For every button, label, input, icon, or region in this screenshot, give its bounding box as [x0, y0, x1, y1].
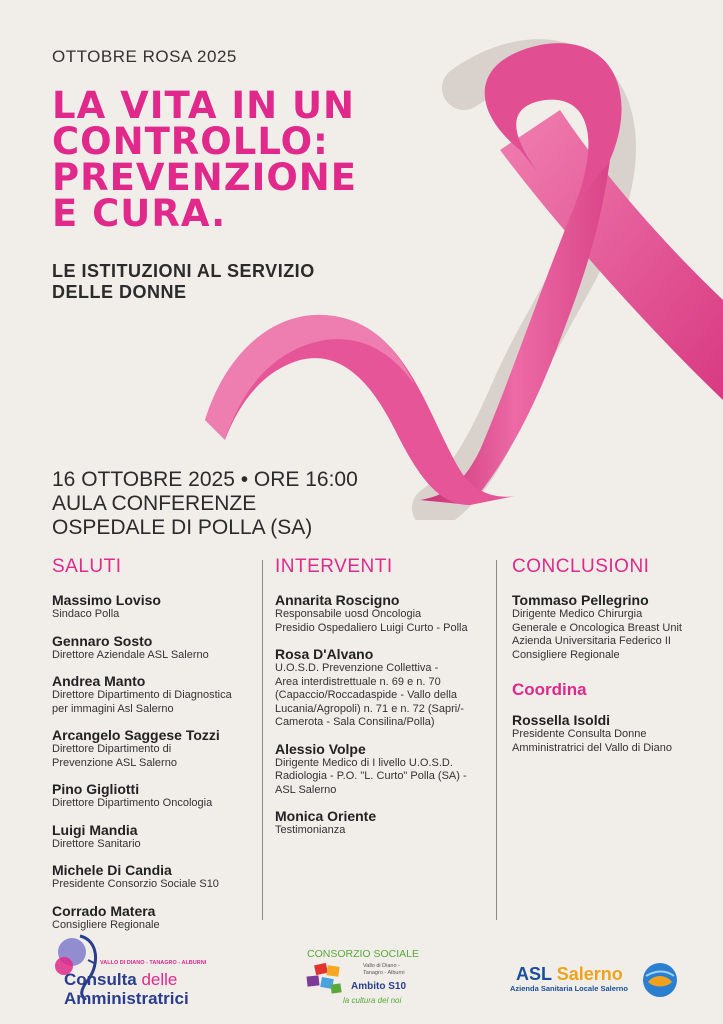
role-line: Presidente Consorzio Sociale S10 — [52, 878, 219, 890]
speaker-name: Tommaso Pellegrino — [512, 592, 649, 608]
role-line: U.O.S.D. Prevenzione Collettiva - — [275, 662, 439, 674]
interventi-column — [275, 556, 490, 849]
consorzio-area — [363, 963, 405, 977]
globe-icon — [642, 962, 678, 998]
consorzio-motto: la cultura del noi — [343, 996, 402, 1005]
speaker-name: Andrea Manto — [52, 673, 146, 689]
column-divider — [262, 560, 263, 920]
speaker-role — [512, 608, 717, 662]
speaker-role — [52, 689, 257, 716]
role-line: Direttore Dipartimento di Diagnostica — [52, 689, 232, 701]
speaker — [52, 673, 257, 716]
role-line: Camerota - Sala Consilina/Polla) — [275, 716, 435, 728]
speaker — [52, 822, 257, 852]
role-line: Presidio Ospedaliero Luigi Curto - Polla — [275, 621, 468, 634]
consulta-tagline: VALLO DI DIANO - TANAGRO - ALBURNI — [100, 960, 207, 966]
consulta-logo — [50, 930, 250, 1010]
asl-subtitle: Azienda Sanitaria Locale Salerno — [510, 984, 628, 993]
moderator — [512, 712, 717, 755]
role-line: Area interdistrettuale n. 69 e n. 70 — [275, 675, 441, 688]
asl-logo — [508, 958, 688, 1003]
speaker — [512, 592, 717, 662]
conclusioni-heading: CONCLUSIONI — [512, 556, 650, 577]
speaker-name: Monica Oriente — [275, 808, 377, 824]
consulta-word: Amministratrici — [64, 989, 189, 1008]
event-location: OSPEDALE DI POLLA (SA) — [52, 516, 313, 539]
role-line: Consigliere Regionale — [52, 918, 160, 931]
consulta-word: delle — [141, 970, 178, 989]
subtitle-line: LE ISTITUZIONI AL SERVIZIO — [52, 261, 315, 281]
role-line: Amministratrici del Vallo di Diano — [512, 741, 672, 754]
role-line: Consigliere Regionale — [512, 648, 620, 661]
role-line: Testimonianza — [275, 824, 346, 836]
conclusioni-column — [512, 556, 717, 766]
speaker — [275, 808, 490, 838]
asl-word: ASL — [516, 964, 552, 984]
speaker-role — [52, 649, 257, 663]
speaker-role — [52, 797, 257, 811]
role-line: Direttore Aziendale ASL Salerno — [52, 648, 209, 661]
speaker-name: Corrado Matera — [52, 902, 156, 919]
speaker-name: Pino Gigliotti — [52, 781, 140, 797]
asl-word: Salerno — [556, 964, 623, 984]
role-line: Generale e Oncologica Breast Unit — [512, 621, 682, 634]
speaker-name: Michele Di Candia — [52, 862, 172, 878]
speaker — [52, 592, 257, 622]
role-line: Direttore Dipartimento Oncologia — [52, 797, 213, 809]
saluti-column — [52, 556, 257, 943]
speaker-role — [275, 824, 490, 838]
speaker-name: Rosa D'Alvano — [275, 646, 374, 662]
moderator-name: Rossella Isoldi — [512, 712, 611, 728]
column-divider — [496, 560, 497, 920]
event-datetime: 16 OTTOBRE 2025 • ORE 16:00 — [52, 468, 358, 491]
speaker-role — [52, 878, 257, 892]
speaker-name: Massimo Loviso — [52, 592, 161, 608]
title-line: PREVENZIONE — [52, 156, 358, 199]
consorzio-logo — [305, 948, 425, 1008]
interventi-heading: INTERVENTI — [275, 556, 393, 577]
speaker — [52, 781, 257, 811]
speaker — [275, 646, 490, 730]
role-line: Prevenzione ASL Salerno — [52, 756, 177, 769]
consorzio-area-line: Tanagro - Alburni — [363, 970, 405, 976]
speaker — [52, 727, 257, 770]
role-line: Dirigente Medico Chirurgia — [512, 608, 643, 620]
role-line: Direttore Dipartimento di — [52, 743, 172, 755]
role-line: Lucania/Agropoli) n. 71 e n. 72 (Sapri/- — [275, 702, 464, 715]
speaker — [275, 741, 490, 798]
event-kicker: OTTOBRE ROSA 2025 — [52, 47, 237, 66]
speaker-name: Arcangelo Saggese Tozzi — [52, 727, 220, 743]
subtitle-line: DELLE DONNE — [52, 282, 187, 302]
role-line: Direttore Sanitario — [52, 837, 141, 850]
event-details — [52, 468, 392, 540]
role-line: Azienda Universitaria Federico II — [512, 635, 671, 647]
speaker — [275, 592, 490, 635]
speaker-role — [275, 662, 490, 730]
colored-blocks-icon — [305, 962, 345, 998]
coordina-heading: Coordina — [512, 680, 587, 699]
speaker-name: Annarita Roscigno — [275, 592, 400, 608]
speaker-role — [52, 743, 257, 770]
consorzio-area-line: Vallo di Diano - — [363, 963, 400, 969]
title-line: LA VITA IN UN — [52, 84, 356, 127]
speaker — [52, 903, 257, 933]
speaker-name: Gennaro Sosto — [52, 632, 153, 649]
consorzio-ambito: Ambito S10 — [351, 981, 407, 992]
title-line: E CURA. — [52, 192, 227, 235]
role-line: (Capaccio/Roccadaspide - Vallo della — [275, 689, 458, 701]
speaker — [52, 633, 257, 663]
speaker-role — [275, 757, 490, 798]
consorzio-title: CONSORZIO SOCIALE — [307, 948, 420, 960]
asl-wordmark — [516, 964, 623, 985]
event-title — [52, 84, 382, 235]
speaker-name: Luigi Mandia — [52, 821, 138, 838]
speaker — [52, 862, 257, 892]
event-venue: AULA CONFERENZE — [52, 492, 257, 515]
event-subtitle — [52, 261, 372, 303]
speaker-role — [52, 608, 257, 622]
role-line: per immagini Asl Salerno — [52, 702, 174, 715]
role-line: Radiologia - P.O. "L. Curto" Polla (SA) - — [275, 770, 467, 782]
role-line: Sindaco Polla — [52, 608, 120, 620]
role-line: Presidente Consulta Donne — [512, 728, 647, 740]
speaker-role — [52, 838, 257, 852]
saluti-heading: SALUTI — [52, 556, 122, 577]
role-line: Responsabile uosd Oncologia — [275, 608, 422, 620]
role-line: ASL Salerno — [275, 783, 337, 796]
consulta-name — [64, 970, 177, 990]
role-line: Dirigente Medico di I livello U.O.S.D. — [275, 756, 453, 769]
title-line: CONTROLLO: — [52, 120, 329, 163]
moderator-role — [512, 728, 717, 755]
consulta-word: Consulta — [64, 970, 137, 989]
speaker-name: Alessio Volpe — [275, 740, 366, 757]
speaker-role — [275, 608, 490, 635]
